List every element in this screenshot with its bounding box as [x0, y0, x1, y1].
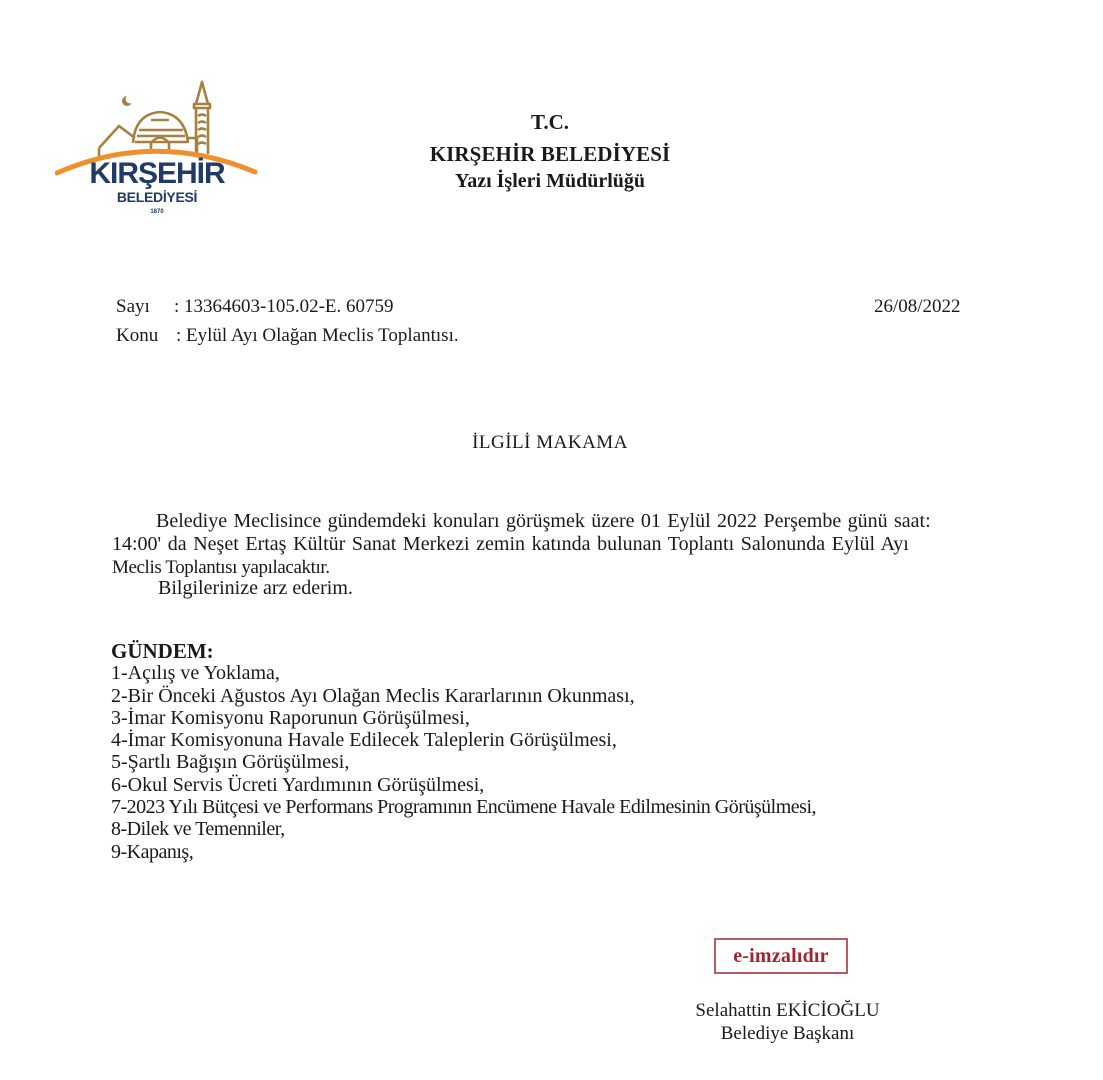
agenda-item: 2-Bir Önceki Ağustos Ayı Olağan Meclis Kararlarının Okunması, — [111, 684, 635, 707]
svg-text:BELEDİYESİ: BELEDİYESİ — [116, 189, 198, 205]
body-line: Meclis Toplantısı yapılacaktır. — [112, 557, 330, 578]
body-closing: Bilgilerinize arz ederim. — [158, 577, 353, 599]
body-line: Belediye Meclisince gündemdeki konuları görüşmek üzere 01 Eylül 2022 Perşembe günü saat: — [156, 510, 931, 532]
agenda-item: 6-Okul Servis Ücreti Yardımının Görüşülmesi, — [111, 773, 485, 796]
municipality-logo — [55, 68, 260, 218]
svg-text:KIRŞEHİR: KIRŞEHİR — [89, 157, 225, 190]
document-number-label: Sayı — [116, 296, 150, 317]
kirsehir-logo-icon — [55, 68, 260, 218]
header-organization: KIRŞEHİR BELEDİYESİ — [429, 142, 671, 166]
e-signature-label: e-imzalıdır — [733, 944, 829, 967]
agenda-title: GÜNDEM: — [111, 639, 214, 663]
agenda-item: 3-İmar Komisyonu Raporunun Görüşülmesi, — [111, 706, 470, 729]
signatory-title: Belediye Başkanı — [720, 1023, 855, 1044]
agenda-item: 5-Şartlı Bağışın Görüşülmesi, — [111, 751, 350, 774]
signatory-name: Selahattin EKİCİOĞLU — [695, 1000, 880, 1021]
agenda — [111, 640, 816, 863]
agenda-item: 8-Dilek ve Temenniler, — [111, 818, 285, 841]
agenda-item: 7-2023 Yılı Bütçesi ve Performans Programının Encümene Havale Edilmesinin Görüşülmesi, — [111, 796, 816, 819]
document-date: 26/08/2022 — [874, 296, 961, 317]
document-number — [116, 296, 394, 318]
agenda-item: 9-Kapanış, — [111, 840, 194, 863]
document-subject — [116, 325, 459, 347]
document-subject-value: : Eylül Ayı Olağan Meclis Toplantısı. — [176, 325, 459, 346]
header-department: Yazı İşleri Müdürlüğü — [454, 170, 646, 192]
header-state: T.C. — [530, 110, 570, 134]
document-subject-label: Konu — [116, 325, 159, 346]
addressee: İLGİLİ MAKAMA — [472, 432, 628, 453]
agenda-item: 1-Açılış ve Yoklama, — [111, 662, 280, 685]
e-signature-stamp — [714, 938, 848, 974]
svg-text:1870: 1870 — [150, 209, 164, 215]
document-number-value: : 13364603-105.02-E. 60759 — [174, 296, 394, 317]
body-line: 14:00' da Neşet Ertaş Kültür Sanat Merkezi zemin katında bulunan Toplantı Salonunda Eylül Ayı — [112, 533, 909, 555]
agenda-item: 4-İmar Komisyonuna Havale Edilecek Taleplerin Görüşülmesi, — [111, 729, 617, 752]
